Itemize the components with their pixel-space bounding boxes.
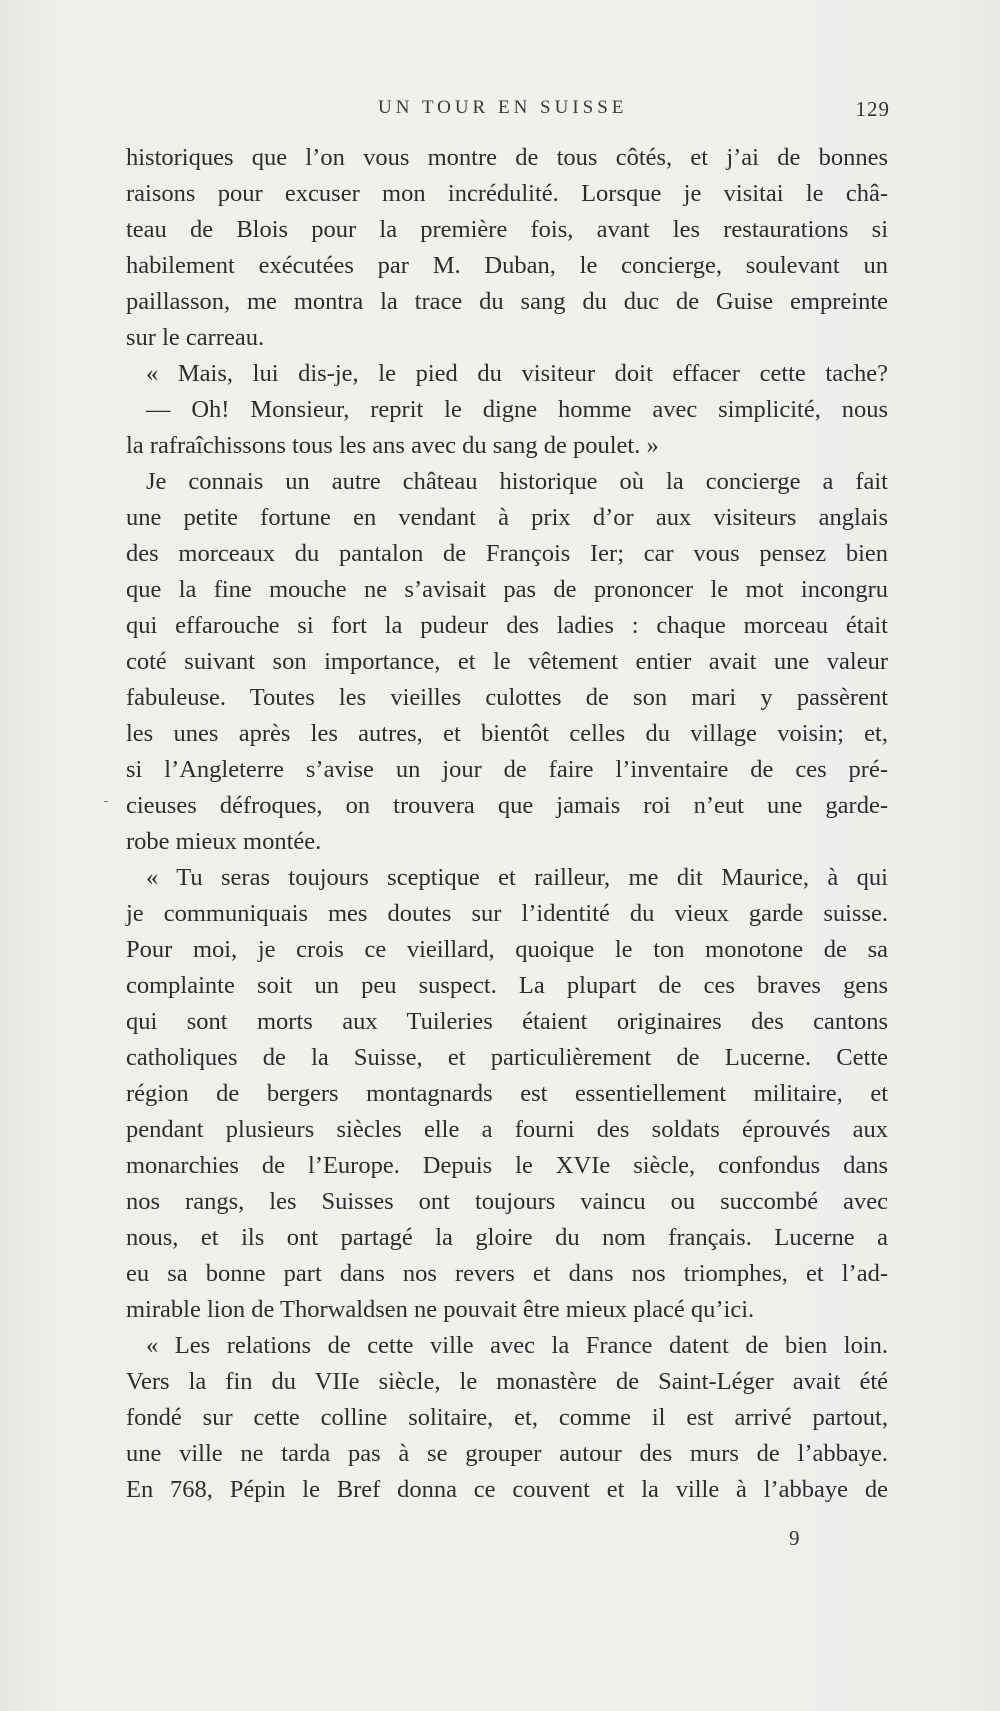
text-line: les unes après les autres, et bientôt celles du village voisin; et,: [126, 720, 888, 747]
text-line: qui sont morts aux Tuileries étaient originaires des cantons: [126, 1008, 888, 1035]
text-line: Vers la fin du VIIe siècle, le monastère de Saint-Léger avait été: [126, 1368, 888, 1395]
text-line: fondé sur cette colline solitaire, et, comme il est arrivé partout,: [126, 1404, 888, 1431]
text-line: des morceaux du pantalon de François Ier; car vous pensez bien: [126, 540, 888, 567]
text-line: paillasson, me montra la trace du sang du duc de Guise empreinte: [126, 288, 888, 315]
margin-mark: [104, 801, 108, 802]
text-line: « Mais, lui dis-je, le pied du visiteur doit effacer cette tache?: [146, 360, 888, 387]
text-line: raisons pour excuser mon incrédulité. Lorsque je visitai le châ-: [126, 180, 888, 207]
text-line: eu sa bonne part dans nos revers et dans nos triomphes, et l’ad-: [126, 1260, 888, 1287]
text-line: catholiques de la Suisse, et particulièrement de Lucerne. Cette: [126, 1044, 888, 1071]
running-header: [126, 97, 890, 125]
text-line: robe mieux montée.: [126, 828, 322, 855]
text-line: monarchies de l’Europe. Depuis le XVIe siècle, confondus dans: [126, 1152, 888, 1179]
running-title: UN TOUR EN SUISSE: [378, 97, 628, 118]
text-line: « Tu seras toujours sceptique et railleur, me dit Maurice, à qui: [146, 864, 888, 891]
text-line: je communiquais mes doutes sur l’identité du vieux garde suisse.: [126, 900, 888, 927]
text-line: pendant plusieurs siècles elle a fourni des soldats éprouvés aux: [126, 1116, 888, 1143]
text-line: habilement exécutées par M. Duban, le concierge, soulevant un: [126, 252, 888, 279]
text-line: « Les relations de cette ville avec la France datent de bien loin.: [146, 1332, 888, 1359]
text-line: fabuleuse. Toutes les vieilles culottes de son mari y passèrent: [126, 684, 888, 711]
text-line: — Oh! Monsieur, reprit le digne homme avec simplicité, nous: [146, 396, 888, 423]
text-line: une ville ne tarda pas à se grouper autour des murs de l’abbaye.: [126, 1440, 888, 1467]
text-line: teau de Blois pour la première fois, avant les restaurations si: [126, 216, 888, 243]
text-line: région de bergers montagnards est essentiellement militaire, et: [126, 1080, 888, 1107]
text-line: que la fine mouche ne s’avisait pas de prononcer le mot incongru: [126, 576, 888, 603]
text-line: historiques que l’on vous montre de tous côtés, et j’ai de bonnes: [126, 144, 888, 171]
text-line: coté suivant son importance, et le vêtement entier avait une valeur: [126, 648, 888, 675]
text-line: complainte soit un peu suspect. La plupart de ces braves gens: [126, 972, 888, 999]
text-line: cieuses défroques, on trouvera que jamais roi n’eut une garde-: [126, 792, 888, 819]
text-line: qui effarouche si fort la pudeur des ladies : chaque morceau était: [126, 612, 888, 639]
text-line: Pour moi, je crois ce vieillard, quoique le ton monotone de sa: [126, 936, 888, 963]
body-text: [126, 140, 888, 1508]
text-line: En 768, Pépin le Bref donna ce couvent et la ville à l’abbaye de: [126, 1476, 888, 1503]
text-line: sur le carreau.: [126, 324, 265, 351]
text-line: si l’Angleterre s’avise un jour de faire l’inventaire de ces pré-: [126, 756, 888, 783]
page-number: 129: [855, 97, 890, 121]
signature-mark: 9: [789, 1526, 800, 1550]
text-line: une petite fortune en vendant à prix d’or aux visiteurs anglais: [126, 504, 888, 531]
text-line: Je connais un autre château historique où la concierge a fait: [146, 468, 888, 495]
text-line: nos rangs, les Suisses ont toujours vaincu ou succombé avec: [126, 1188, 888, 1215]
text-line: nous, et ils ont partagé la gloire du nom français. Lucerne a: [126, 1224, 888, 1251]
text-line: mirable lion de Thorwaldsen ne pouvait être mieux placé qu’ici.: [126, 1296, 755, 1323]
text-line: la rafraîchissons tous les ans avec du sang de poulet. »: [126, 432, 659, 459]
